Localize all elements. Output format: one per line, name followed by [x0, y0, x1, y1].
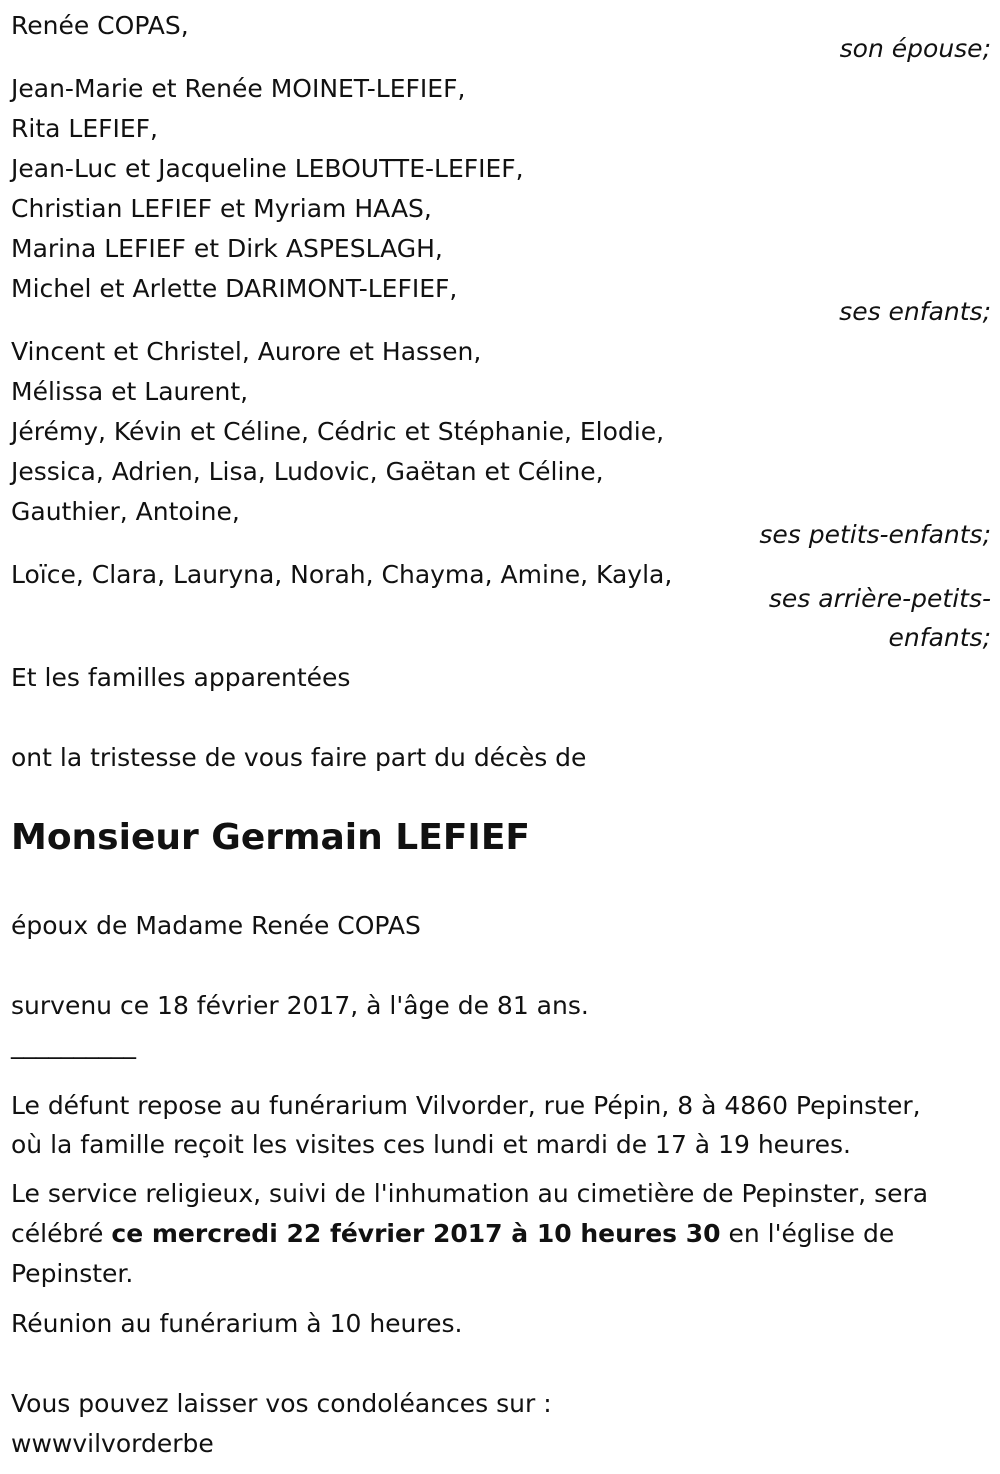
grandchild-line: Vincent et Christel, Aurore et Hassen, — [11, 337, 482, 366]
grandchild-line: Mélissa et Laurent, — [11, 377, 249, 406]
child-line: Christian LEFIEF et Myriam HAAS, — [11, 194, 432, 223]
service-line-2 — [11, 1219, 894, 1249]
condolences-line: Vous pouvez laisser vos condoléances sur : — [11, 1389, 552, 1418]
visitation-line-1: Le défunt repose au funérarium Vilvorder, rue Pépin, 8 à 4860 Pepinster, — [11, 1091, 921, 1120]
grandchild-line: Jessica, Adrien, Lisa, Ludovic, Gaëtan et Céline, — [11, 457, 604, 486]
child-line: Marina LEFIEF et Dirk ASPESLAGH, — [11, 234, 443, 263]
spouse-name: Renée COPAS, — [11, 11, 189, 40]
families-line: Et les familles apparentées — [11, 663, 351, 692]
separator: __________ — [11, 1030, 136, 1059]
great-grandchildren-names: Loïce, Clara, Lauryna, Norah, Chayma, Amine, Kayla, — [11, 560, 673, 589]
death-info-line: survenu ce 18 février 2017, à l'âge de 81 ans. — [11, 991, 589, 1020]
grandchild-line: Jérémy, Kévin et Céline, Cédric et Stéphanie, Elodie, — [11, 417, 665, 446]
spouse-role: son épouse; — [839, 34, 991, 63]
child-line: Rita LEFIEF, — [11, 114, 158, 143]
child-line: Michel et Arlette DARIMONT-LEFIEF, — [11, 274, 458, 303]
great-grandchildren-role-2: enfants; — [888, 623, 991, 652]
meeting-line: Réunion au funérarium à 10 heures. — [11, 1309, 463, 1338]
child-line: Jean-Marie et Renée MOINET-LEFIEF, — [11, 74, 466, 103]
spouse-of-line: époux de Madame Renée COPAS — [11, 911, 421, 940]
service-line-2-pre: célébré — [11, 1219, 112, 1248]
service-line-3: Pepinster. — [11, 1259, 134, 1288]
service-datetime: ce mercredi 22 février 2017 à 10 heures 30 — [111, 1219, 721, 1248]
announcement-line: ont la tristesse de vous faire part du décès de — [11, 743, 587, 772]
service-line-1: Le service religieux, suivi de l'inhumation au cimetière de Pepinster, sera — [11, 1179, 929, 1208]
child-line: Jean-Luc et Jacqueline LEBOUTTE-LEFIEF, — [11, 154, 524, 183]
great-grandchildren-role-1: ses arrière-petits- — [768, 584, 991, 613]
visitation-line-2: où la famille reçoit les visites ces lundi et mardi de 17 à 19 heures. — [11, 1130, 851, 1159]
children-role: ses enfants; — [839, 297, 991, 326]
service-line-2-post: en l'église de — [720, 1219, 895, 1248]
grandchildren-role: ses petits-enfants; — [759, 520, 991, 549]
condolences-website[interactable]: wwwvilvorderbe — [11, 1429, 214, 1458]
grandchild-line: Gauthier, Antoine, — [11, 497, 240, 526]
deceased-name: Monsieur Germain LEFIEF — [11, 817, 531, 858]
